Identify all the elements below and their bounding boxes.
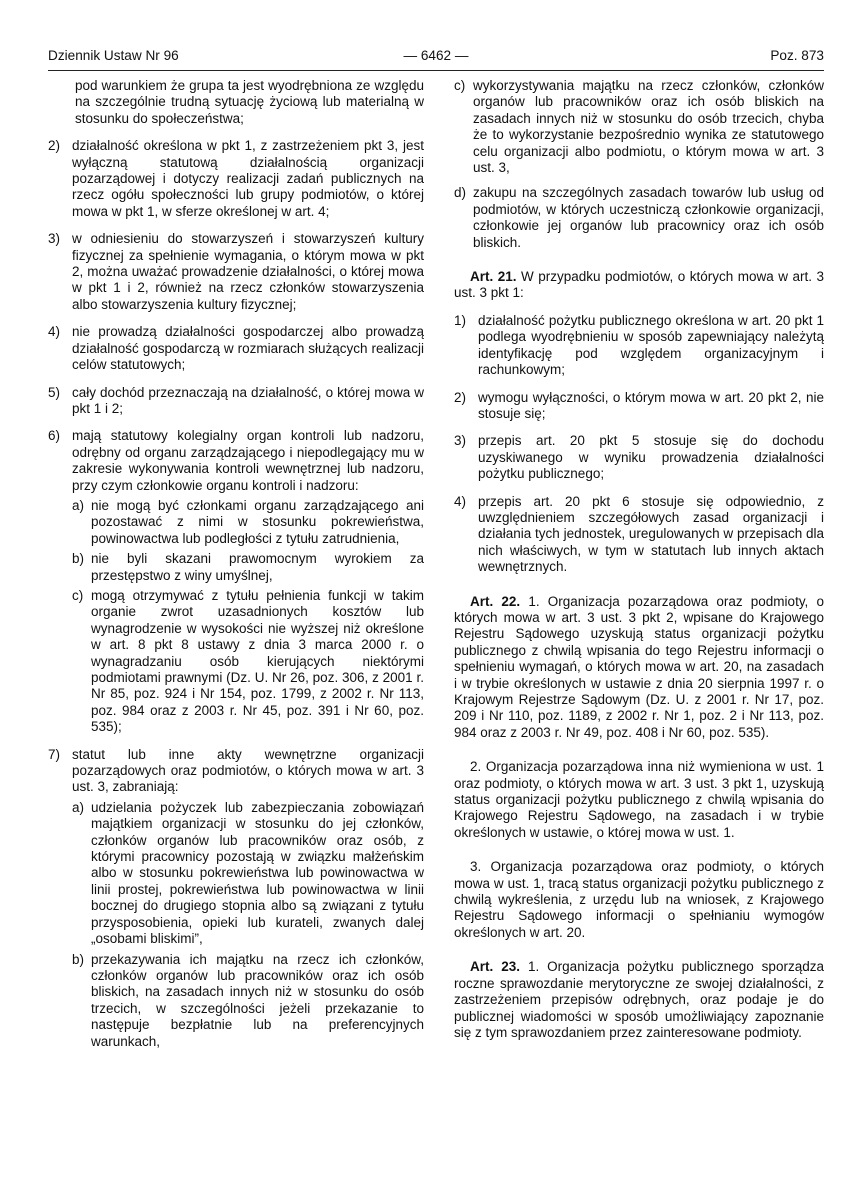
list-item: 4) przepis art. 20 pkt 6 stosuje się odpowiednio, z uwzględnieniem szczegółowych zasad organizacji i działania tych jednostek, uregulowanych w przepisach dla nich właściwych, w tym w statutach lub innych aktach wewnętrznych. [454,493,824,575]
paragraph: 2. Organizacja pozarządowa inna niż wymieniona w ust. 1 oraz podmioty, o których mowa w art. 3 ust. 3 pkt 1, uzyskują status organizacji pożytku publicznego z chwilą wpisania do Krajowego Rejestru Sądowego, na zasadach i w trybie określonych w ustawie, o której mowa w ust. 1. [454,759,824,840]
sub-item: b) nie byli skazani prawomocnym wyrokiem za przestępstwo z winy umyślnej, [72,551,424,583]
list-item: 7) statut lub inne akty wewnętrzne organizacji pozarządowych oraz podmiotów, o których mowa w art. 3 ust. 3, zabraniają: a) udzielania pożyczek lub zabezpieczania zobowiązań majątkiem organizacji w stosunku do jej członków, członków organów lub pracowników oraz osób, z którymi pracownicy pozostają w związku małżeńskim albo w stosunku pokrewieństwa lub powinowactwa w linii prostej, pokrewieństwa lub powinowactwa w linii bocznej do drugiego stopnia albo są związani z tytułu przysposobienia, opieki lub kurateli, zwanych dalej „osobami bliskimi”, b) przekazywania ich majątku na rzecz ich członków, członków organów lub pracowników oraz ich osób bliskich, na zasadach innych niż w stosunku do osób trzecich, w szczególności jeżeli przekazanie to następuje bezpłatnie lub na preferencyjnych warunkach, [48,746,424,1049]
article-label: Art. 22. [470,593,521,609]
list-item: 5) cały dochód przeznaczają na działalność, o której mowa w pkt 1 i 2; [48,384,424,416]
sub-item: b) przekazywania ich majątku na rzecz ich członków, członków organów lub pracowników oraz ich osób bliskich, na zasadach innych niż w stosunku do osób trzecich, w szczególności jeżeli przekazanie to następuje bezpłatnie lub na preferencyjnych warunkach, [72,951,424,1049]
list-item: 6) mają statutowy kolegialny organ kontroli lub nadzoru, odrębny od organu zarządzającego i niepodlegający mu w zakresie wykonywania kontroli wewnętrznej lub nadzoru, przy czym członkowie organu kontroli i nadzoru: a) nie mogą być członkami organu zarządzającego ani pozostawać z nimi w stosunku pokrewieństwa, powinowactwa lub podległości z tytułu zatrudnienia, b) nie byli skazani prawomocnym wyrokiem za przestępstwo z winy umyślnej, c) mogą otrzymywać z tytułu pełnienia funkcji w takim organie zwrot uzasadnionych kosztów lub wynagrodzenie w wysokości nie wyższej niż określone w art. 8 pkt 8 ustawy z dnia 3 marca 2000 r. o wynagradzaniu osób kierujących niektórymi podmiotami prawnymi (Dz. U. Nr 26, poz. 306, z 2001 r. Nr 85, poz. 924 i Nr 154, poz. 1799, z 2002 r. Nr 113, poz. 984 oraz z 2003 r. Nr 45, poz. 391 i Nr 60, poz. 535); [48,428,424,735]
sub-item: d) zakupu na szczególnych zasadach towarów lub usług od podmiotów, w których uczestniczą członkowie organizacji, członkowie jej organów lub pracownicy oraz ich osób bliskich. [454,185,824,250]
left-column [48,78,424,1050]
header-rule [48,70,824,71]
item-lead: mają statutowy kolegialny organ kontroli lub nadzoru, odrębny od organu zarządzającego i niepodlegający mu w zakresie wykonywania kontroli wewnętrznej lub nadzoru, przy czym członkowie organu kontroli i nadzoru: [72,428,424,493]
list-item: 2) wymogu wyłączności, o którym mowa w art. 20 pkt 2, nie stosuje się; [454,389,824,421]
list-item: 3) przepis art. 20 pkt 5 stosuje się do dochodu uzyskiwanego w wyniku prowadzenia działalności pożytku publicznego; [454,433,824,482]
article-23: Art. 23. 1. Organizacja pożytku publicznego sporządza roczne sprawozdanie merytoryczne ze swojej działalności, z zastrzeżeniem przepisów odrębnych, oraz podaje je do publicznej wiadomości w sposób umożliwiający zapoznanie się z tym sprawozdaniem przez zainteresowane podmioty. [454,959,824,1040]
continuation-text: pod warunkiem że grupa ta jest wyodrębniona ze względu na szczególnie trudną sytuację życiową lub materialną w stosunku do społeczeństwa; [75,78,424,126]
page-number: — 6462 — [403,48,469,63]
article-label: Art. 21. [470,269,517,285]
sub-item: a) udzielania pożyczek lub zabezpieczania zobowiązań majątkiem organizacji w stosunku do jej członków, członków organów lub pracowników oraz osób, z którymi pracownicy pozostają w związku małżeńskim albo w stosunku pokrewieństwa lub powinowactwa w linii prostej, pokrewieństwa lub powinowactwa w linii bocznej do drugiego stopnia albo są związani z tytułu przysposobienia, opieki lub kurateli, zwanych dalej „osobami bliskimi”, [72,799,424,947]
list-item: 4) nie prowadzą działalności gospodarczej albo prowadzą działalność gospodarczą w rozmiarach służących realizacji celów statutowych; [48,324,424,373]
right-column [454,78,824,1041]
article-21: Art. 21. W przypadku podmiotów, o których mowa w art. 3 ust. 3 pkt 1: [454,269,824,301]
sub-item: a) nie mogą być członkami organu zarządzającego ani pozostawać z nimi w stosunku pokrewieństwa, powinowactwa lub podległości z tytułu zatrudnienia, [72,497,424,546]
page-header [48,48,824,70]
list-item: 2) działalność określona w pkt 1, z zastrzeżeniem pkt 3, jest wyłączną statutową działalnością organizacji pozarządowej i dotyczy realizacji zadań publicznych na rzecz ogółu społeczności lub grupy podmiotów, o której mowa w pkt 1, w sferze określonej w art. 4; [48,138,424,219]
item-lead: statut lub inne akty wewnętrzne organizacji pozarządowych oraz podmiotów, o których mowa w art. 3 ust. 3, zabraniają: [72,746,424,795]
list-item: 1) działalność pożytku publicznego określona w art. 20 pkt 1 podlega wyodrębnieniu w sposób zapewniający należytą identyfikację pod względem organizacyjnym i rachunkowym; [454,312,824,378]
list-item: 3) w odniesieniu do stowarzyszeń i stowarzyszeń kultury fizycznej za spełnienie wymagania, o którym mowa w pkt 2, można uważać prowadzenie działalności, o której mowa w pkt 1 i 2, również na rzecz członków stowarzyszenia albo stowarzyszenia kultury fizycznej; [48,231,424,312]
sub-item: c) wykorzystywania majątku na rzecz członków, członków organów lub pracowników oraz ich osób bliskich na zasadach innych niż w stosunku do osób trzecich, chyba że to wykorzystanie bezpośrednio wynika ze statutowego celu organizacji albo podmiotu, o którym mowa w art. 3 ust. 3, [454,78,824,176]
position-number: Poz. 873 [770,48,824,63]
article-22: Art. 22. 1. Organizacja pozarządowa oraz podmioty, o których mowa w art. 3 ust. 3 pkt 2, wpisane do Krajowego Rejestru Sądowego uzyskują status organizacji pożytku publicznego z chwilą wpisania do tego Rejestru informacji o spełnieniu wymagań, o których mowa w art. 20, na zasadach i w trybie określonych w ustawie z dnia 20 sierpnia 1997 r. o Krajowym Rejestrze Sądowym (Dz. U. z 2001 r. Nr 17, poz. 209 i Nr 110, poz. 1189, z 2002 r. Nr 1, poz. 2 i Nr 113, poz. 984 oraz z 2003 r. Nr 49, poz. 408 i Nr 60, poz. 535). [454,593,824,740]
paragraph: 3. Organizacja pozarządowa oraz podmioty, o których mowa w ust. 1, tracą status organizacji pożytku publicznego z chwilą wykreślenia, z urzędu lub na wniosek, z Krajowego Rejestru Sądowego informacji o spełnianiu wymogów określonych w art. 20. [454,859,824,940]
article-label: Art. 23. [470,959,520,975]
sub-item: c) mogą otrzymywać z tytułu pełnienia funkcji w takim organie zwrot uzasadnionych kosztów lub wynagrodzenie w wysokości nie wyższej niż określone w art. 8 pkt 8 ustawy z dnia 3 marca 2000 r. o wynagradzaniu osób kierujących niektórymi podmiotami prawnymi (Dz. U. Nr 26, poz. 306, z 2001 r. Nr 85, poz. 924 i Nr 154, poz. 1799, z 2002 r. Nr 113, poz. 984 oraz z 2003 r. Nr 45, poz. 391 i Nr 60, poz. 535); [72,587,424,735]
journal-title: Dziennik Ustaw Nr 96 [48,48,179,63]
